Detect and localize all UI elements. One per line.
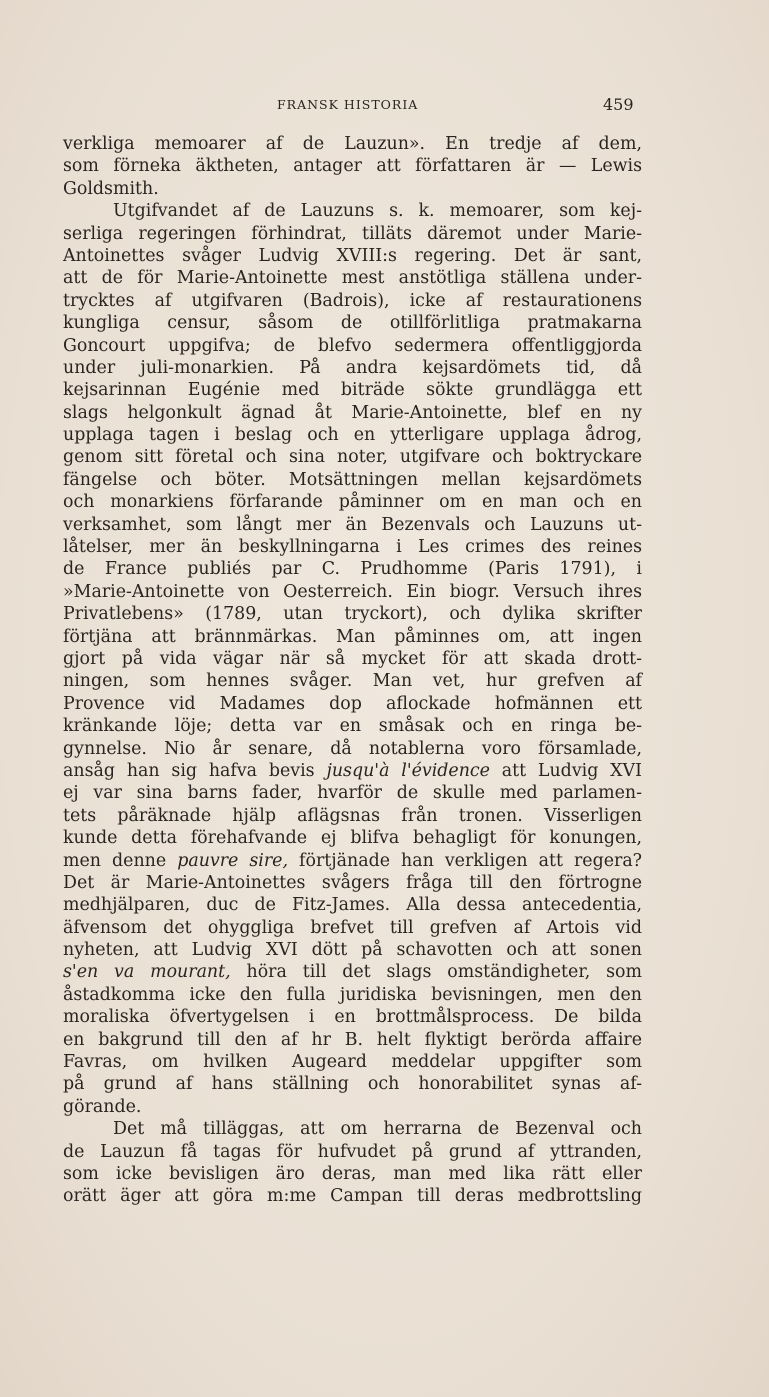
text-line: kejsarinnan Eugénie med biträde sökte grundlägga ett	[63, 380, 642, 401]
paragraph-2	[63, 200, 642, 1118]
text-line: äfvensom det ohyggliga brefvet till grefven af Artois vid	[63, 917, 642, 938]
text-line: trycktes af utgifvaren (Badrois), icke af restaurationens	[63, 290, 642, 311]
paragraph-3	[63, 1118, 642, 1208]
text-line: och monarkiens förfarande påminner om en man och en	[63, 492, 642, 513]
text-line: »Marie-Antoinette von Oesterreich. Ein biogr. Versuch ihres	[63, 581, 642, 602]
text-line: Det är Marie-Antoinettes svågers fråga till den förtrogne	[63, 872, 642, 893]
text-line: serliga regeringen förhindrat, tilläts däremot under Marie-	[63, 223, 642, 244]
text-line-with-italic	[63, 760, 642, 782]
text-line: kränkande löje; detta var en småsak och en ringa be-	[63, 716, 642, 737]
text-segment: förtjänade han verkligen att regera?	[299, 850, 643, 871]
text-line: ningen, som hennes svåger. Man vet, hur grefven af	[63, 671, 642, 692]
text-line: förtjäna att brännmärkas. Man påminnes om, att ingen	[63, 626, 642, 647]
text-line: slags helgonkult ägnad åt Marie-Antoinette, blef en ny	[63, 402, 642, 423]
text-line: moraliska öfvertygelsen i en brottmålsprocess. De bilda	[63, 1007, 642, 1028]
paragraph-1	[63, 133, 642, 200]
text-line: genom sitt företal och sina noter, utgifvare och boktryckare	[63, 447, 642, 468]
page-header	[0, 97, 769, 117]
italic-phrase: jusqu'à l'évidence	[326, 760, 490, 781]
text-line: Goncourt uppgifva; de blefvo sedermera offentliggjorda	[63, 335, 642, 356]
text-segment: ansåg han sig hafva bevis	[63, 760, 315, 781]
text-line: en bakgrund till den af hr B. helt flyktigt berörda affaire	[63, 1029, 642, 1050]
text-segment: att Ludvig XVI	[501, 760, 642, 781]
text-line: orätt äger att göra m:me Campan till deras medbrottsling	[63, 1186, 642, 1207]
text-line: gynnelse. Nio år senare, då notablerna voro församlade,	[63, 738, 642, 759]
text-line: Antoinettes svåger Ludvig XVIII:s regering. Det är sant,	[63, 245, 642, 266]
text-line-with-italic	[63, 850, 642, 872]
text-segment: men denne	[63, 850, 167, 871]
body-text	[63, 133, 642, 1208]
text-line: på grund af hans ställning och honorabilitet synas af-	[63, 1074, 642, 1095]
text-line: görande.	[63, 1096, 142, 1117]
text-line: att de för Marie-Antoinette mest anstötliga ställena under-	[63, 268, 642, 289]
text-line: som icke bevisligen äro deras, man med lika rätt eller	[63, 1163, 642, 1184]
text-line: de Lauzun få tagas för hufvudet på grund af yttranden,	[63, 1141, 642, 1162]
text-line: tets påräknade hjälp aflägsnas från tronen. Visserligen	[63, 805, 642, 826]
text-line: Utgifvandet af de Lauzuns s. k. memoarer, som kej-	[113, 201, 642, 222]
page-number: 459	[603, 95, 634, 114]
text-line: verkliga memoarer af de Lauzun». En tredje af dem,	[63, 134, 642, 154]
text-line: Goldsmith.	[63, 178, 159, 199]
text-line-with-italic	[63, 961, 642, 983]
text-line: verksamhet, som långt mer än Bezenvals och Lauzuns ut-	[63, 514, 642, 535]
italic-phrase: pauvre sire,	[177, 850, 288, 871]
text-line: de France publiés par C. Prudhomme (Paris 1791), i	[63, 559, 642, 580]
text-line: upplaga tagen i beslag och en ytterligare upplaga ådrog,	[63, 425, 642, 446]
text-line: Provence vid Madames dop aflockade hofmännen ett	[63, 693, 642, 714]
running-head: FRANSK HISTORIA	[277, 97, 419, 112]
text-line: medhjälparen, duc de Fitz-James. Alla dessa antecedentia,	[63, 895, 642, 916]
text-line: kunde detta förehafvande ej blifva behagligt för konungen,	[63, 828, 642, 849]
text-line: Det må tilläggas, att om herrarna de Bezenval och	[113, 1119, 642, 1140]
text-line: fängelse och böter. Motsättningen mellan kejsardömets	[63, 469, 642, 490]
text-line: Favras, om hvilken Augeard meddelar uppgifter som	[63, 1052, 642, 1073]
text-line: ej var sina barns fader, hvarför de skulle med parlamen-	[63, 783, 642, 804]
text-line: kungliga censur, såsom de otillförlitliga pratmakarna	[63, 313, 642, 334]
text-line: Privatlebens» (1789, utan tryckort), och dylika skrifter	[63, 604, 642, 625]
text-line: låtelser, mer än beskyllningarna i Les crimes des reines	[63, 537, 642, 558]
text-line: nyheten, att Ludvig XVI dött på schavotten och att sonen	[63, 940, 642, 961]
text-line: under juli-monarkien. På andra kejsardömets tid, då	[63, 357, 642, 378]
italic-phrase: s'en va mourant,	[63, 962, 231, 983]
text-segment: höra till det slags omständigheter, som	[246, 962, 642, 983]
text-line: gjort på vida vägar när så mycket för att skada drott-	[63, 648, 642, 669]
text-line: som förneka äktheten, antager att författaren är — Lewis	[63, 156, 642, 177]
text-line: åstadkomma icke den fulla juridiska bevisningen, men den	[63, 984, 642, 1005]
